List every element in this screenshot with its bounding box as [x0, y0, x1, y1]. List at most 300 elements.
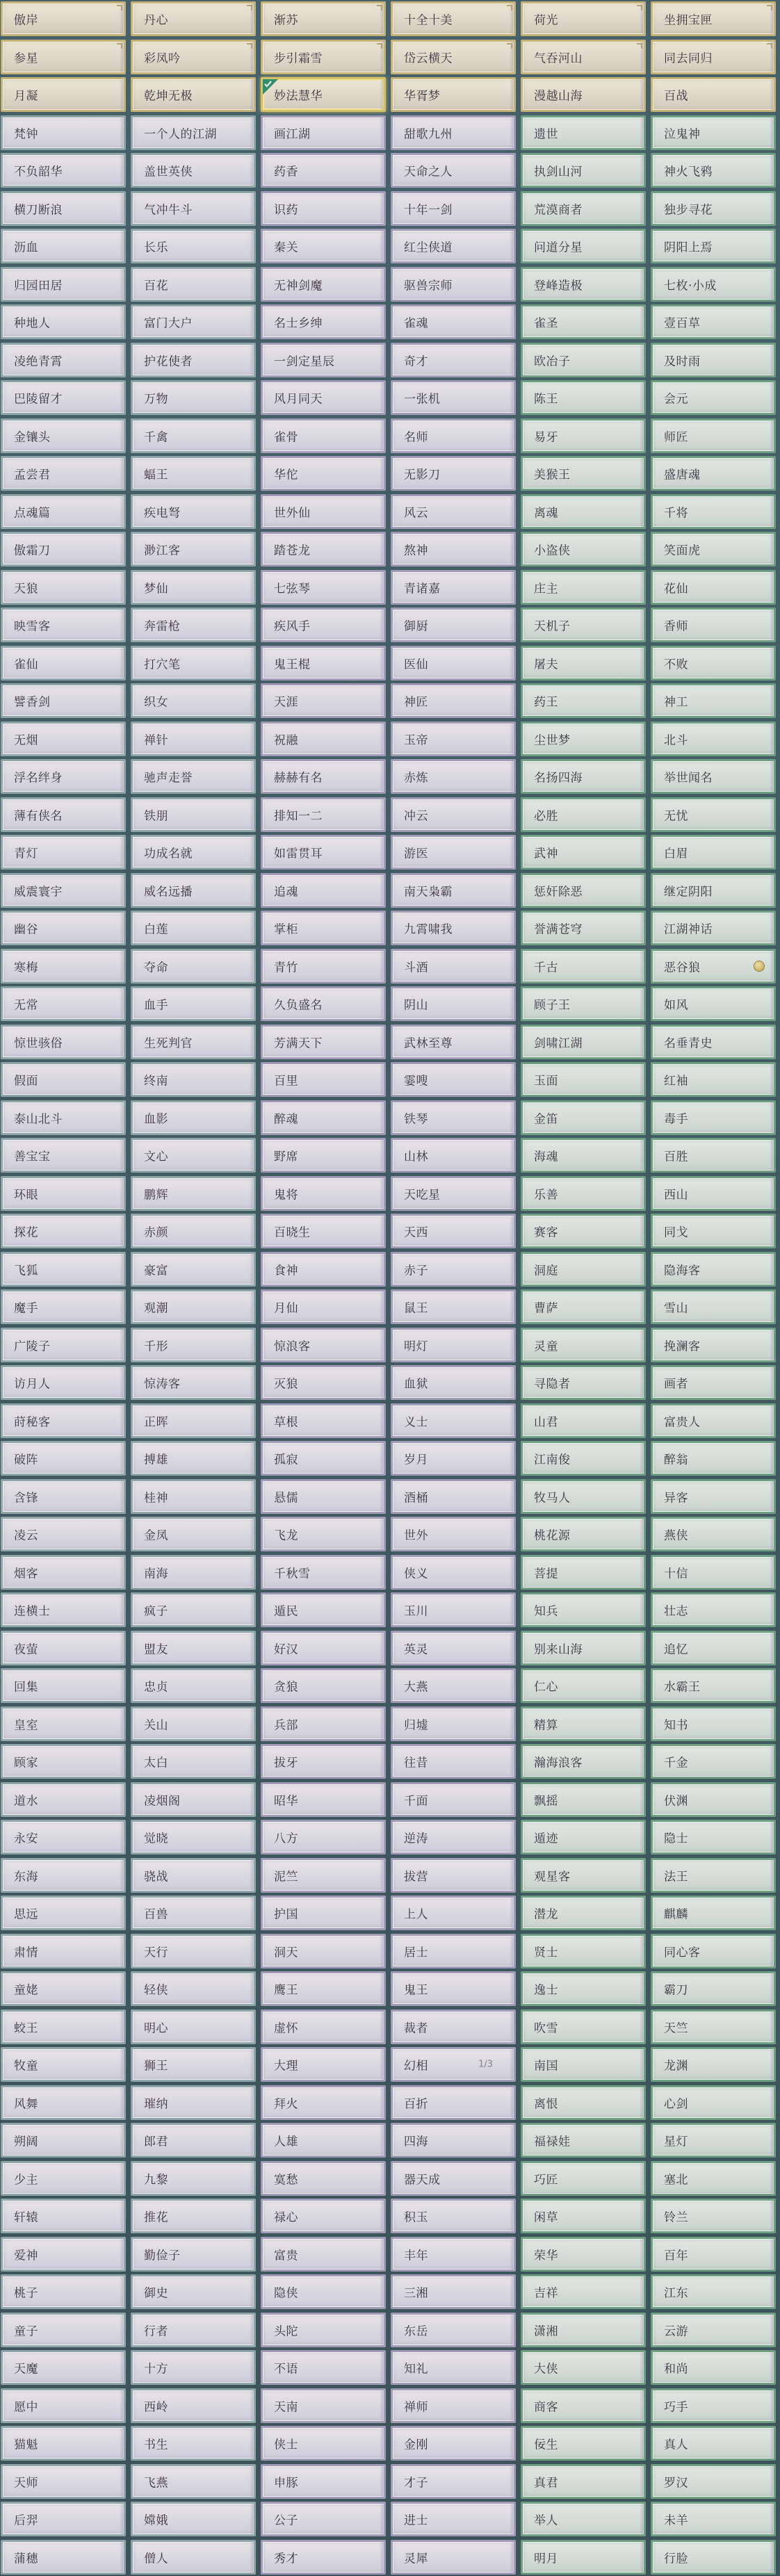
title-tile[interactable]	[521, 1555, 646, 1590]
title-tile[interactable]	[391, 2199, 516, 2233]
title-tile[interactable]	[1, 2237, 126, 2272]
title-tile[interactable]	[651, 1365, 776, 1400]
title-tile[interactable]	[261, 2085, 386, 2120]
title-tile[interactable]	[391, 1706, 516, 1741]
title-tile[interactable]	[651, 1062, 776, 1097]
title-tile[interactable]	[131, 570, 256, 605]
title-tile[interactable]	[391, 229, 516, 263]
title-tile[interactable]	[521, 1252, 646, 1287]
title-tile[interactable]	[651, 343, 776, 377]
title-tile[interactable]	[521, 304, 646, 339]
title-tile[interactable]	[131, 1365, 256, 1400]
title-tile[interactable]	[391, 1138, 516, 1173]
title-tile[interactable]	[1, 646, 126, 680]
title-tile[interactable]	[261, 911, 386, 945]
title-tile[interactable]	[651, 911, 776, 945]
title-tile[interactable]	[391, 191, 516, 226]
title-tile[interactable]	[131, 911, 256, 945]
title-tile[interactable]	[651, 2123, 776, 2158]
title-tile[interactable]	[1, 2123, 126, 2158]
title-tile[interactable]	[261, 646, 386, 680]
title-tile[interactable]	[521, 759, 646, 794]
title-tile[interactable]	[651, 2388, 776, 2423]
title-tile[interactable]	[391, 267, 516, 302]
title-tile[interactable]	[521, 722, 646, 756]
title-tile[interactable]	[651, 1555, 776, 1590]
title-tile[interactable]	[521, 1744, 646, 1779]
title-tile[interactable]	[261, 759, 386, 794]
title-tile[interactable]	[521, 1631, 646, 1665]
title-tile[interactable]	[1, 2313, 126, 2347]
title-tile[interactable]	[521, 2010, 646, 2044]
title-tile[interactable]	[391, 646, 516, 680]
title-tile[interactable]	[391, 304, 516, 339]
title-tile[interactable]	[131, 40, 256, 74]
title-tile[interactable]	[391, 2085, 516, 2120]
title-tile[interactable]	[651, 2464, 776, 2499]
title-tile[interactable]	[391, 873, 516, 908]
title-tile[interactable]	[521, 2085, 646, 2120]
title-tile[interactable]	[651, 2085, 776, 2120]
title-tile[interactable]	[261, 2123, 386, 2158]
title-tile[interactable]	[391, 2464, 516, 2499]
title-tile[interactable]	[521, 494, 646, 529]
title-tile[interactable]	[391, 683, 516, 718]
title-tile[interactable]	[651, 1592, 776, 1627]
title-tile[interactable]	[131, 2237, 256, 2272]
title-tile[interactable]	[391, 2123, 516, 2158]
title-tile[interactable]	[521, 646, 646, 680]
title-tile[interactable]	[1, 683, 126, 718]
title-tile[interactable]	[521, 115, 646, 150]
title-tile[interactable]	[651, 1706, 776, 1741]
title-tile[interactable]	[261, 1631, 386, 1665]
title-tile[interactable]	[261, 494, 386, 529]
title-tile[interactable]	[1, 1706, 126, 1741]
title-tile[interactable]	[521, 40, 646, 74]
title-tile[interactable]	[1, 1403, 126, 1438]
title-tile[interactable]	[651, 570, 776, 605]
title-tile[interactable]	[651, 2502, 776, 2536]
title-tile[interactable]	[391, 2350, 516, 2385]
title-tile[interactable]	[131, 1744, 256, 1779]
title-tile[interactable]	[261, 1706, 386, 1741]
title-tile[interactable]	[391, 2540, 516, 2575]
title-tile[interactable]	[261, 1517, 386, 1551]
title-tile[interactable]	[131, 797, 256, 832]
title-tile[interactable]	[131, 683, 256, 718]
title-tile[interactable]	[651, 1971, 776, 2006]
title-tile[interactable]	[131, 191, 256, 226]
title-tile[interactable]	[651, 1517, 776, 1551]
title-tile[interactable]	[1, 1971, 126, 2006]
title-tile[interactable]	[1, 494, 126, 529]
title-tile[interactable]	[131, 2313, 256, 2347]
title-tile[interactable]	[131, 380, 256, 415]
title-tile[interactable]	[521, 1858, 646, 1893]
title-tile[interactable]	[131, 343, 256, 377]
title-tile[interactable]	[131, 1214, 256, 1248]
title-tile[interactable]	[391, 1328, 516, 1362]
title-tile[interactable]	[391, 1971, 516, 2006]
title-tile[interactable]	[1, 77, 126, 112]
title-tile[interactable]	[261, 2161, 386, 2196]
title-tile[interactable]	[261, 1138, 386, 1173]
title-tile[interactable]	[521, 1706, 646, 1741]
title-tile[interactable]	[261, 267, 386, 302]
title-tile[interactable]	[261, 1062, 386, 1097]
title-tile[interactable]	[131, 267, 256, 302]
title-tile[interactable]	[131, 2123, 256, 2158]
title-tile[interactable]	[651, 494, 776, 529]
title-tile[interactable]	[391, 1365, 516, 1400]
title-tile[interactable]	[651, 2237, 776, 2272]
title-tile[interactable]	[1, 1176, 126, 1211]
title-tile[interactable]	[521, 2426, 646, 2461]
title-tile[interactable]	[521, 2123, 646, 2158]
title-tile[interactable]	[391, 1479, 516, 1514]
title-tile[interactable]	[131, 1062, 256, 1097]
title-tile[interactable]	[261, 1, 386, 36]
title-tile[interactable]	[391, 949, 516, 984]
title-tile[interactable]	[131, 986, 256, 1021]
title-tile[interactable]	[131, 2464, 256, 2499]
title-tile[interactable]	[391, 2010, 516, 2044]
title-tile[interactable]	[1, 2161, 126, 2196]
title-tile[interactable]	[131, 1138, 256, 1173]
title-tile[interactable]	[651, 2540, 776, 2575]
title-tile[interactable]	[261, 1820, 386, 1854]
title-tile[interactable]	[261, 1592, 386, 1627]
title-tile[interactable]	[651, 77, 776, 112]
title-tile[interactable]	[391, 1289, 516, 1324]
title-tile[interactable]	[131, 949, 256, 984]
title-tile[interactable]	[651, 1896, 776, 1930]
title-tile[interactable]	[131, 2426, 256, 2461]
title-tile[interactable]	[521, 873, 646, 908]
title-tile[interactable]	[651, 2313, 776, 2347]
title-tile[interactable]	[261, 418, 386, 453]
title-tile[interactable]	[261, 40, 386, 74]
title-tile[interactable]	[651, 2350, 776, 2385]
title-tile[interactable]	[391, 343, 516, 377]
title-tile[interactable]	[1, 1782, 126, 1817]
title-tile[interactable]	[521, 1365, 646, 1400]
title-tile[interactable]	[521, 380, 646, 415]
title-tile[interactable]	[521, 2464, 646, 2499]
title-tile[interactable]	[521, 835, 646, 870]
title-tile[interactable]	[261, 1971, 386, 2006]
title-tile[interactable]	[391, 2237, 516, 2272]
title-tile[interactable]	[261, 873, 386, 908]
title-tile[interactable]	[261, 949, 386, 984]
title-tile[interactable]	[261, 986, 386, 1021]
title-tile[interactable]	[521, 1403, 646, 1438]
title-tile[interactable]	[651, 2274, 776, 2309]
title-tile[interactable]	[651, 153, 776, 188]
title-tile[interactable]	[1, 1858, 126, 1893]
title-tile[interactable]	[261, 2350, 386, 2385]
title-tile[interactable]	[651, 1176, 776, 1211]
title-tile[interactable]	[261, 1479, 386, 1514]
title-tile[interactable]	[131, 2274, 256, 2309]
title-tile[interactable]	[521, 2161, 646, 2196]
title-tile[interactable]	[521, 1782, 646, 1817]
title-tile[interactable]	[131, 722, 256, 756]
title-tile[interactable]	[1, 2274, 126, 2309]
title-tile[interactable]	[1, 1328, 126, 1362]
title-tile[interactable]	[651, 683, 776, 718]
title-tile[interactable]	[261, 1176, 386, 1211]
title-tile[interactable]	[651, 532, 776, 566]
title-tile[interactable]	[261, 532, 386, 566]
title-tile[interactable]	[651, 1025, 776, 1059]
title-tile[interactable]	[261, 2010, 386, 2044]
title-tile[interactable]	[1, 343, 126, 377]
title-tile[interactable]	[261, 2426, 386, 2461]
title-tile[interactable]	[131, 1782, 256, 1817]
title-tile[interactable]	[521, 570, 646, 605]
title-tile[interactable]	[1, 911, 126, 945]
title-tile[interactable]	[261, 1289, 386, 1324]
title-tile[interactable]	[1, 1, 126, 36]
title-tile[interactable]	[521, 986, 646, 1021]
title-tile[interactable]	[651, 1441, 776, 1476]
title-tile[interactable]	[651, 115, 776, 150]
title-tile[interactable]	[1, 1896, 126, 1930]
title-tile[interactable]	[521, 1517, 646, 1551]
title-tile[interactable]	[261, 343, 386, 377]
title-tile[interactable]	[651, 986, 776, 1021]
title-tile[interactable]	[651, 646, 776, 680]
title-tile[interactable]	[1, 1289, 126, 1324]
title-tile[interactable]	[1, 759, 126, 794]
title-tile[interactable]	[391, 153, 516, 188]
title-tile[interactable]	[1, 2464, 126, 2499]
title-tile[interactable]	[651, 835, 776, 870]
title-tile[interactable]	[131, 418, 256, 453]
title-tile[interactable]	[131, 1517, 256, 1551]
title-tile[interactable]	[521, 1176, 646, 1211]
title-tile[interactable]	[391, 797, 516, 832]
title-tile[interactable]	[261, 191, 386, 226]
title-tile[interactable]	[651, 267, 776, 302]
title-tile[interactable]	[1, 1365, 126, 1400]
title-tile[interactable]	[1, 1820, 126, 1854]
title-tile[interactable]	[131, 1706, 256, 1741]
title-tile[interactable]	[1, 797, 126, 832]
title-tile[interactable]	[131, 77, 256, 112]
title-tile[interactable]	[651, 229, 776, 263]
title-tile[interactable]	[131, 2540, 256, 2575]
title-tile[interactable]	[131, 2161, 256, 2196]
title-tile[interactable]	[521, 1025, 646, 1059]
title-tile[interactable]	[131, 1403, 256, 1438]
title-tile[interactable]	[131, 2085, 256, 2120]
title-tile[interactable]	[521, 1328, 646, 1362]
title-tile[interactable]	[391, 1252, 516, 1287]
title-tile[interactable]	[1, 722, 126, 756]
title-tile[interactable]	[261, 570, 386, 605]
title-tile[interactable]	[391, 1592, 516, 1627]
title-tile[interactable]	[391, 1214, 516, 1248]
title-tile[interactable]	[1, 304, 126, 339]
title-tile[interactable]	[261, 1782, 386, 1817]
title-tile[interactable]	[261, 797, 386, 832]
title-tile[interactable]	[391, 911, 516, 945]
title-tile[interactable]	[261, 2502, 386, 2536]
title-tile[interactable]	[521, 1100, 646, 1135]
title-tile[interactable]	[131, 1025, 256, 1059]
title-tile[interactable]	[1, 1138, 126, 1173]
title-tile[interactable]	[261, 683, 386, 718]
title-tile[interactable]	[131, 2199, 256, 2233]
title-tile[interactable]	[131, 494, 256, 529]
title-tile[interactable]	[391, 77, 516, 112]
title-tile[interactable]	[651, 949, 776, 984]
title-tile[interactable]	[521, 191, 646, 226]
title-tile[interactable]	[1, 2010, 126, 2044]
title-tile[interactable]	[391, 1858, 516, 1893]
title-tile[interactable]	[1, 2085, 126, 2120]
title-tile[interactable]	[651, 1858, 776, 1893]
title-tile[interactable]	[651, 2010, 776, 2044]
title-tile[interactable]	[521, 267, 646, 302]
title-tile[interactable]	[131, 1820, 256, 1854]
title-tile[interactable]	[261, 153, 386, 188]
title-tile[interactable]	[261, 2388, 386, 2423]
title-tile[interactable]	[391, 1820, 516, 1854]
title-tile[interactable]	[391, 2388, 516, 2423]
title-tile[interactable]	[131, 873, 256, 908]
title-tile[interactable]	[261, 1441, 386, 1476]
title-tile[interactable]	[651, 1934, 776, 1968]
title-tile[interactable]	[131, 456, 256, 491]
title-tile[interactable]	[131, 1592, 256, 1627]
title-tile[interactable]	[261, 608, 386, 642]
title-tile[interactable]	[391, 722, 516, 756]
title-tile[interactable]	[521, 418, 646, 453]
title-tile[interactable]	[391, 1782, 516, 1817]
title-tile[interactable]	[261, 1555, 386, 1590]
title-tile[interactable]	[261, 1365, 386, 1400]
title-tile[interactable]	[131, 835, 256, 870]
title-tile[interactable]	[1, 1555, 126, 1590]
title-tile[interactable]	[521, 2047, 646, 2082]
title-tile[interactable]	[651, 1631, 776, 1665]
title-tile[interactable]	[1, 949, 126, 984]
title-tile[interactable]	[261, 2047, 386, 2082]
title-tile[interactable]	[391, 1100, 516, 1135]
title-tile[interactable]	[131, 2388, 256, 2423]
title-tile[interactable]	[131, 2502, 256, 2536]
title-tile[interactable]	[521, 1668, 646, 1703]
title-tile[interactable]	[391, 1441, 516, 1476]
title-tile[interactable]	[521, 2388, 646, 2423]
title-tile[interactable]	[131, 1555, 256, 1590]
title-tile[interactable]	[261, 1896, 386, 1930]
title-tile[interactable]	[651, 1252, 776, 1287]
title-tile[interactable]	[521, 797, 646, 832]
title-tile[interactable]	[1, 1668, 126, 1703]
title-tile[interactable]	[131, 759, 256, 794]
title-tile[interactable]	[1, 418, 126, 453]
title-tile[interactable]	[131, 2350, 256, 2385]
title-tile[interactable]	[1, 456, 126, 491]
title-tile[interactable]	[651, 2047, 776, 2082]
title-tile[interactable]	[131, 608, 256, 642]
title-tile[interactable]	[391, 1517, 516, 1551]
title-tile[interactable]	[261, 1934, 386, 1968]
title-tile[interactable]	[651, 1100, 776, 1135]
title-tile[interactable]	[131, 1289, 256, 1324]
title-tile[interactable]	[651, 797, 776, 832]
title-tile[interactable]	[651, 1668, 776, 1703]
title-tile[interactable]	[261, 1328, 386, 1362]
title-tile[interactable]	[651, 1782, 776, 1817]
title-tile[interactable]	[651, 1289, 776, 1324]
title-tile[interactable]	[391, 380, 516, 415]
title-tile[interactable]	[131, 1100, 256, 1135]
title-tile[interactable]	[261, 835, 386, 870]
title-tile[interactable]	[391, 1, 516, 36]
title-tile[interactable]	[261, 1668, 386, 1703]
title-tile[interactable]	[261, 2313, 386, 2347]
title-tile[interactable]	[1, 835, 126, 870]
title-tile[interactable]	[131, 646, 256, 680]
title-tile[interactable]	[651, 1328, 776, 1362]
title-tile[interactable]	[1, 2502, 126, 2536]
title-tile[interactable]	[1, 191, 126, 226]
title-tile[interactable]	[521, 2350, 646, 2385]
title-tile[interactable]	[131, 1668, 256, 1703]
title-tile[interactable]	[391, 835, 516, 870]
title-tile[interactable]	[521, 1, 646, 36]
title-tile[interactable]	[131, 2010, 256, 2044]
title-tile[interactable]	[131, 1971, 256, 2006]
title-tile[interactable]	[1, 1631, 126, 1665]
title-tile[interactable]	[131, 1479, 256, 1514]
title-tile[interactable]	[1, 2199, 126, 2233]
title-tile[interactable]	[521, 456, 646, 491]
title-tile[interactable]	[651, 873, 776, 908]
title-tile[interactable]	[521, 1934, 646, 1968]
title-tile[interactable]	[521, 1971, 646, 2006]
title-tile[interactable]	[131, 1934, 256, 1968]
title-tile[interactable]	[131, 1328, 256, 1362]
title-tile[interactable]	[131, 153, 256, 188]
title-tile[interactable]	[1, 229, 126, 263]
title-tile[interactable]	[391, 1631, 516, 1665]
title-tile[interactable]	[1, 1744, 126, 1779]
title-tile[interactable]	[1, 1517, 126, 1551]
title-tile[interactable]	[521, 2502, 646, 2536]
title-tile[interactable]	[651, 2426, 776, 2461]
title-tile[interactable]	[1, 2350, 126, 2385]
title-tile[interactable]	[521, 1138, 646, 1173]
title-tile[interactable]	[1, 532, 126, 566]
title-tile[interactable]	[651, 608, 776, 642]
title-tile[interactable]	[1, 2540, 126, 2575]
title-tile[interactable]	[521, 77, 646, 112]
title-tile[interactable]	[391, 115, 516, 150]
title-tile[interactable]	[1, 608, 126, 642]
title-tile[interactable]	[391, 986, 516, 1021]
title-tile[interactable]	[1, 267, 126, 302]
title-tile[interactable]	[391, 1062, 516, 1097]
title-tile[interactable]	[391, 1934, 516, 1968]
title-tile[interactable]	[1, 986, 126, 1021]
